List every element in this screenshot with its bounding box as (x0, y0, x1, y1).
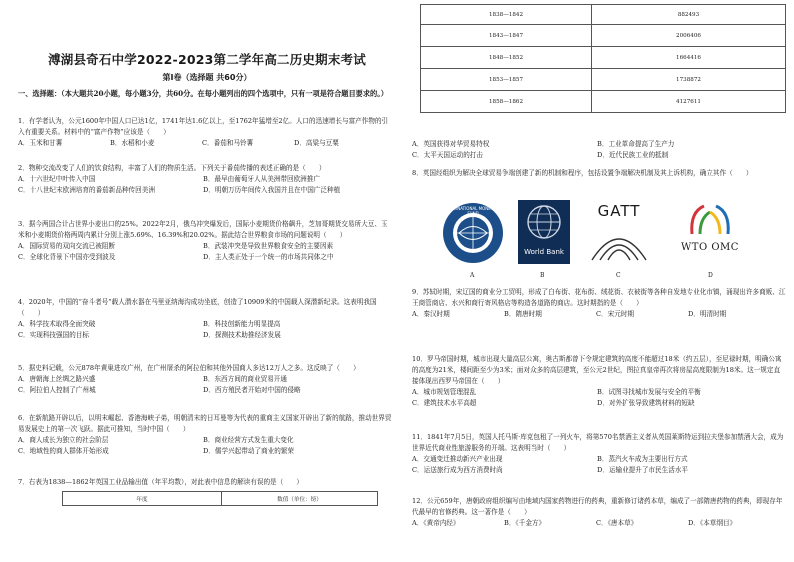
left-column (18, 0, 396, 562)
table-row (421, 25, 786, 47)
question-9 (412, 287, 786, 320)
options (412, 454, 786, 476)
question-stem: 12．公元659年，唐朝政府组织编写由地域内国家药物进行的药典，重新修订诸药本草，编成了一部隋唐药物的药典，即现存年代最早的官修药典。这一著作是（ ） (412, 497, 783, 516)
question-stem: 7．右表为1838—1862年英国工业品输出值（年平均数），对此表中信息的解读有误的是（ ） (18, 478, 304, 486)
option-a: A．秦汉时期 (412, 310, 450, 318)
right-column (412, 0, 790, 562)
wto-logo (668, 202, 752, 264)
column-header-period: 年度 (63, 492, 222, 506)
question-stem: 5．据史料记载，公元878年黄巢进攻广州，在广州屠杀的阿拉伯和其他外国商人多达12万人之多。这反映了（ ） (18, 364, 360, 372)
organization-logos (432, 198, 762, 284)
world-bank-text: World Bank (524, 248, 564, 256)
option-b: B．隋唐时期 (504, 310, 542, 318)
value-cell: 2006406 (592, 25, 786, 47)
options (18, 138, 392, 149)
section-subtitle: 第Ⅰ卷（选择题 共60分） (162, 73, 252, 82)
option-d: D．对外扩张导致建筑材料的短缺 (597, 399, 695, 407)
option-d: D．运输业提升了市民生活水平 (597, 466, 689, 474)
question-stem: 6．在新航路开辟以后，以明末崛起、香港海峡子弟，明朝清末的日耳曼等为代表的重商主义国家开辟出了新的航路，推动世界贸易发展史上的第一次飞跃。据此可推知，当时中国（ ） (18, 414, 392, 433)
question-1 (18, 116, 392, 149)
table-row (421, 47, 786, 69)
option-d: D．探测技术助推经济发展 (203, 331, 281, 339)
option-a: A．交通变迁推动新兴产业出现 (412, 455, 503, 463)
option-a: A．玉米和甘薯 (18, 139, 63, 147)
question-11 (412, 432, 786, 476)
option-c: C．实现科技强国的目标 (18, 331, 89, 339)
question-4 (18, 297, 392, 341)
question-stem: 9．苏轼时期，宋辽国的商业分工贸明，形成了白布街、花布街、绒花街、衣被街等各种自发地专业化市镇，涌现出许多商贩、江王商管商店、水兴和商行寄风格店等构造各道路的商店。这时期指的是（ ） (412, 288, 786, 307)
export-table (420, 4, 786, 113)
question-stem: 2．物种交流改变了人们的饮食结构，丰富了人们的物质生活。下列关于番茄传播的表述正确的是（ ） (18, 164, 326, 172)
option-c: C．建筑技术水平高超 (412, 399, 477, 407)
section-instructions: 一、选择题：（本大题共20小题，每小题3分，共60分。在每小题列出的四个选项中，只有一项是符合题目要求的。） (18, 89, 388, 98)
option-b: B．工业革命提高了生产力 (597, 140, 675, 148)
option-c: C．阿拉伯人控制了广州城 (18, 386, 96, 394)
option-b: B．最早由葡萄牙人从美洲带回欧洲推广 (203, 175, 320, 183)
option-c: C．《唐本草》 (596, 519, 638, 527)
value-cell: 882493 (592, 5, 786, 25)
question-stem: 8．英国经组织为解决全球贸易争端创建了新的机制和程序，包括设置争端解决机制及其上诉机构，确立其作（ ） (412, 169, 753, 177)
option-c: C．十八世纪末欧洲培育的番茄新品种传回美洲 (18, 186, 155, 194)
logo-label-a: A (470, 272, 475, 279)
option-d: D．主人类正处于一个统一的市场共同体之中 (203, 253, 334, 261)
option-d: D．《本草纲目》 (688, 519, 737, 527)
option-c: C．地域性的商人群体开始形成 (18, 447, 109, 455)
question-stem: 4．2020年，中国的“奋斗者号”载人潜水器在马里亚纳海沟成功坐底，创造了10909米的中国载人深潜新纪录。这表明我国（ ） (18, 298, 377, 317)
option-a: A．英国获得对华贸易特权 (412, 140, 490, 148)
option-c: C．宋元时期 (596, 310, 635, 318)
option-a: A．国际贸易的双向交流已被阻断 (18, 242, 116, 250)
gatt-logo (584, 202, 654, 262)
option-c: C．运送旅行成为西方消费时尚 (412, 466, 503, 474)
page-title: 溥湖县奇石中学2022-2023第二学年高二历史期末考试 (48, 52, 366, 67)
column-header-value: 数值（单位：镑） (222, 492, 378, 506)
imf-seal-text: INTERNATIONAL MONETARY FUND (445, 206, 501, 216)
question-7 (18, 477, 392, 488)
gatt-arcs-icon (584, 224, 654, 262)
options (18, 174, 392, 196)
question-stem: 10．罗马帝国时期，城市出现大量高层公寓，奥古斯都曾下令规定建筑的高度不能超过18米（约五层），至尼禄时期，明确公寓的高度为21米，楼间距至少为3米；面对众多的高层建筑，至公元2世纪，图拉真皇帝再次将房屋高度限制为18米。这一规定直接体现出西罗马帝国在（ ） (412, 355, 782, 385)
table-row (421, 69, 786, 91)
option-b: B．武装冲突是导致世界粮食安全的主要因素 (203, 242, 334, 250)
table-row (421, 91, 786, 113)
option-b: B．水稻和小麦 (110, 139, 155, 147)
options (18, 435, 392, 457)
option-a: A．十六世纪中叶传入中国 (18, 175, 96, 183)
globe-icon (518, 200, 570, 246)
option-b: B．蒸汽火车成为主要出行方式 (597, 455, 688, 463)
period-cell: 1843—1847 (421, 25, 592, 47)
logo-label-b: B (540, 272, 545, 279)
table-row (421, 5, 786, 25)
gatt-text: GATT (597, 202, 641, 220)
question-stem: 1．有学者认为，公元1600年中国人口已达1亿，1741年达1.6亿以上，至1762年猛增至2亿。人口的迅速增长与富产作物的引入有重要关系。材料中的“富产作物”应该是（ ） (18, 117, 389, 136)
value-cell: 4127611 (592, 91, 786, 113)
question-stem: 3．据今两国合计占世界小麦出口的25%。2022年2月，俄乌冲突爆发后，国际小麦期货价格飙升，芝加哥期货交易所大豆、玉米和小麦期货价格两周内累计分别上涨5.69%、16.39%和20.02%。据此结合世界粮食市场的问题说明（ ） (18, 220, 388, 239)
value-cell: 1664416 (592, 47, 786, 69)
question-5 (18, 363, 392, 396)
option-b: B．商业经营方式发生重大变化 (203, 436, 294, 444)
question-8 (412, 168, 786, 179)
question-6 (18, 413, 392, 457)
option-d: D．高粱与豆粟 (294, 139, 339, 147)
period-cell: 1848—1852 (421, 47, 592, 69)
logo-label-c: C (616, 272, 621, 279)
question-stem: 11．1841年7月5日，英国人托马斯·库克包租了一列火车，将第570名禁酒主义者从英国莱斯特运到拉夫堡参加禁酒大会，成为世界近代商业性旅游服务的开端。这表明当时（ ） (412, 433, 784, 452)
export-table-header (62, 491, 378, 506)
question-2 (18, 163, 392, 196)
question-10 (412, 354, 786, 409)
options (18, 374, 392, 396)
options (412, 139, 786, 161)
period-cell: 1853—1857 (421, 69, 592, 91)
option-c: C．全球化背景下中国亦受到波及 (18, 253, 116, 261)
option-b: B．试图寻找城市发展与安全的平衡 (597, 388, 701, 396)
option-c: C．太平天国运动的打击 (412, 151, 483, 159)
option-b: B．《千金方》 (504, 519, 546, 527)
options (412, 387, 786, 409)
option-a: A．唐朝海上丝绸之路兴盛 (18, 375, 96, 383)
wto-text: WTO OMC (681, 242, 739, 253)
option-a: A．城市规划管理混乱 (412, 388, 477, 396)
options (412, 309, 786, 320)
option-a: A．《黄帝内经》 (412, 519, 460, 527)
options (18, 319, 392, 341)
option-a: A．商人成长为独立的社会阶层 (18, 436, 109, 444)
logo-label-d: D (708, 272, 713, 279)
question-7-options (412, 139, 786, 161)
option-d: D．明清时期 (688, 310, 727, 318)
option-c: C．番茄和马铃薯 (202, 139, 254, 147)
period-cell: 1858—1862 (421, 91, 592, 113)
option-a: A．科学技术取得全面突破 (18, 320, 96, 328)
wto-arcs-icon (686, 202, 734, 236)
option-d: D．明朝万历年间传入我国并且在中国广泛种植 (203, 186, 341, 194)
options (412, 518, 786, 529)
option-d: D．儒学兴起带动了商业的繁荣 (203, 447, 295, 455)
option-d: D．西方殖民者开始对中国的侵略 (203, 386, 301, 394)
world-bank-logo (518, 200, 570, 264)
period-cell: 1838—1842 (421, 5, 592, 25)
option-b: B．东西方间的商业贸易开通 (203, 375, 287, 383)
value-cell: 1738872 (592, 69, 786, 91)
options (18, 241, 392, 263)
question-3 (18, 219, 392, 263)
option-d: D．近代民族工业的抵制 (597, 151, 669, 159)
question-12 (412, 496, 786, 529)
option-b: B．科技创新能力明显提高 (203, 320, 281, 328)
